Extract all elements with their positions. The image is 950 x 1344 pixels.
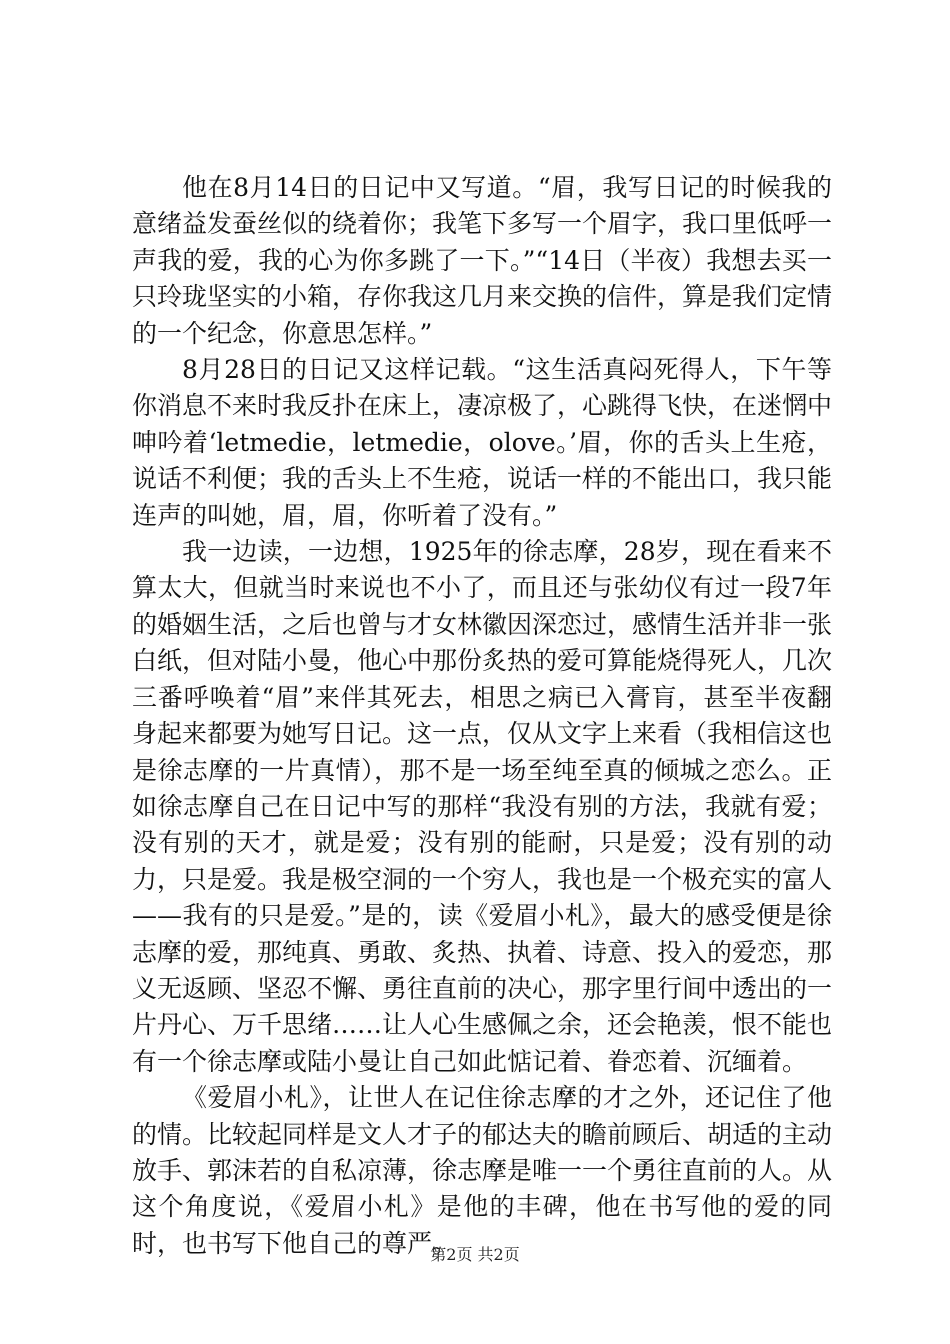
document-body: [132, 170, 832, 1262]
page-number-footer: 第2页 共2页: [430, 1245, 520, 1264]
paragraph: 他在8月14日的日记中又写道。“眉，我写日记的时候我的意绪益发蚕丝似的绕着你；我笔下多写一个眉字，我口里低呼一声我的爱，我的心为你多跳了一下。”“14日（半夜）我想去买一只玲珑坚实的小箱，存你我这几月来交换的信件，算是我们定情的一个纪念，你意思怎样。”: [132, 173, 833, 348]
paragraph: 8月28日的日记又这样记载。“这生活真闷死得人，下午等你消息不来时我反扑在床上，凄凉极了，心跳得飞快，在迷惘中呻吟着‘letmedie，letmedie，olove。’眉，你的舌头上生疮，说话不利便；我的舌头上不生疮，说话一样的不能出口，我只能连声的叫她，眉，眉，你听着了没有。”: [132, 355, 833, 530]
paragraph: 我一边读，一边想，1925年的徐志摩，28岁，现在看来不算太大，但就当时来说也不小了，而且还与张幼仪有过一段7年的婚姻生活，之后也曾与才女林徽因深恋过，感情生活并非一张白纸，但对陆小曼，他心中那份炙热的爱可算能烧得死人，几次三番呼唤着“眉”来伴其死去，相思之病已入膏肓，甚至半夜翻身起来都要为她写日记。这一点，仅从文字上来看（我相信这也是徐志摩的一片真情），那不是一场至纯至真的倾城之恋么。正如徐志摩自己在日记中写的那样“我没有别的方法，我就有爱；没有别的天才，就是爱；没有别的能耐，只是爱；没有别的动力，只是爱。我是极空洞的一个穷人，我也是一个极充实的富人——我有的只是爱。”是的，读《爱眉小札》，最大的感受便是徐志摩的爱，那纯真、勇敢、炙热、执着、诗意、投入的爱恋，那义无返顾、坚忍不懈、勇往直前的决心，那字里行间中透出的一片丹心、万千思绪……让人心生感佩之余，还会艳羡，恨不能也有一个徐志摩或陆小曼让自己如此惦记着、眷恋着、沉缅着。: [132, 537, 833, 1076]
paragraph: 《爱眉小札》，让世人在记住徐志摩的才之外，还记住了他的情。比较起同样是文人才子的郁达夫的瞻前顾后、胡适的主动放手、郭沫若的自私凉薄，徐志摩是唯一一个勇往直前的人。从这个角度说，《爱眉小札》是他的丰碑，他在书写他的爱的同时，也书写下他自己的尊严。: [132, 1083, 833, 1258]
